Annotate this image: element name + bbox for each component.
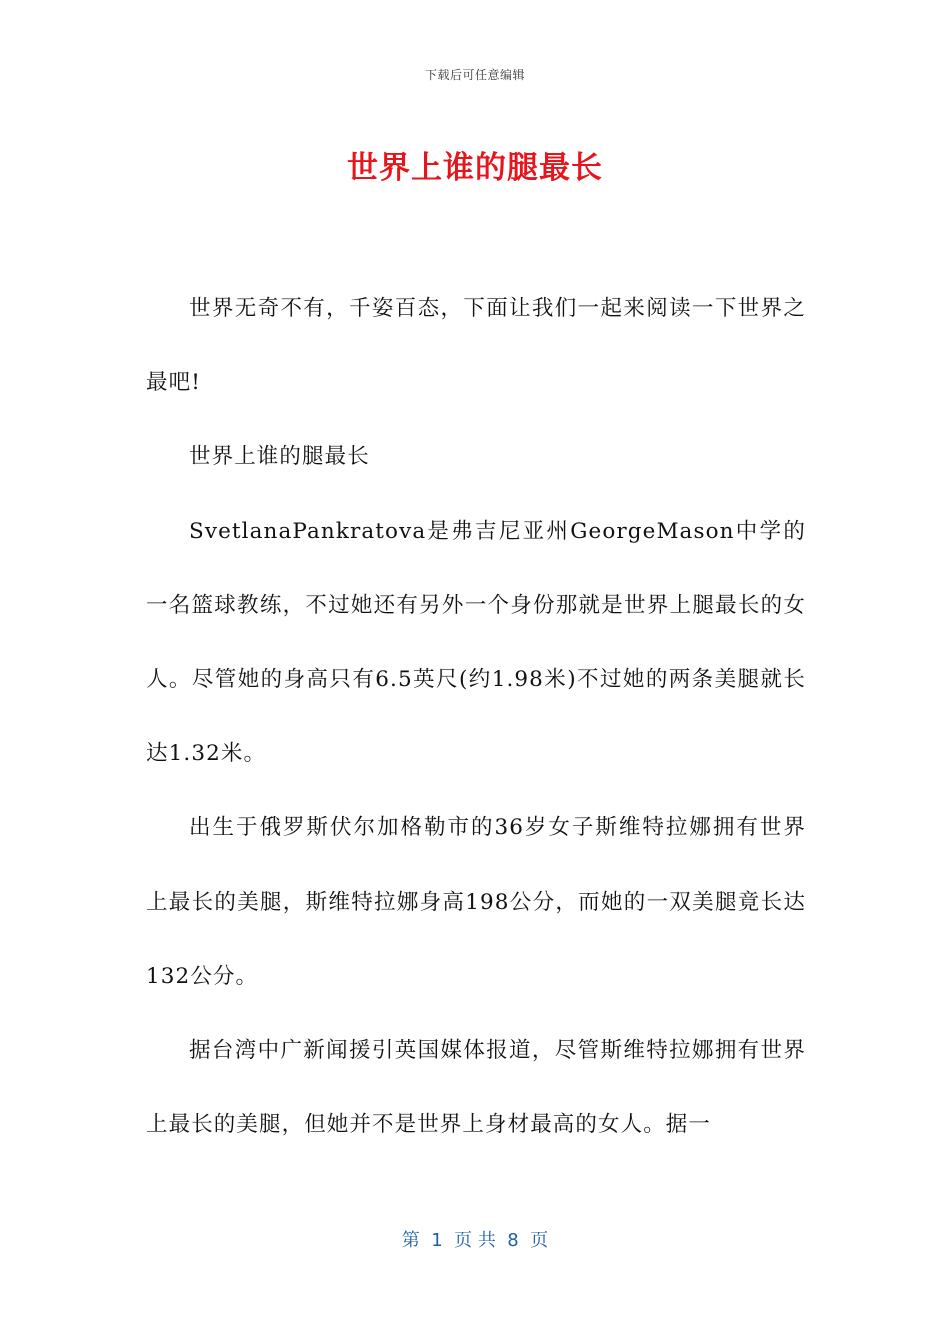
header-note: 下载后可任意编辑	[424, 68, 525, 82]
page-number-footer: 第 1 页 共 8 页	[401, 1230, 549, 1251]
paragraph-subheading: 世界上谁的腿最长	[189, 444, 370, 470]
paragraph-report: 据台湾中广新闻援引英国媒体报道，尽管斯维特拉娜拥有世界上最长的美腿，但她并不是世界上身材最高的女人。据一	[146, 1038, 806, 1138]
paragraph-birthplace: 出生于俄罗斯伏尔加格勒市的36岁女子斯维特拉娜拥有世界上最长的美腿，斯维特拉娜身高198公分，而她的一双美腿竟长达132公分。	[146, 815, 806, 989]
document-title: 世界上谁的腿最长	[347, 150, 603, 186]
document-body	[146, 272, 806, 1162]
paragraph-intro: 世界无奇不有，千姿百态，下面让我们一起来阅读一下世界之最吧!	[146, 296, 806, 396]
paragraph-svetlana: SvetlanaPankratova是弗吉尼亚州GeorgeMason中学的一名篮球教练，不过她还有另外一个身份那就是世界上腿最长的女人。尽管她的身高只有6.5英尺(约1.98米)不过她的两条美腿就长达1.32米。	[146, 518, 806, 767]
